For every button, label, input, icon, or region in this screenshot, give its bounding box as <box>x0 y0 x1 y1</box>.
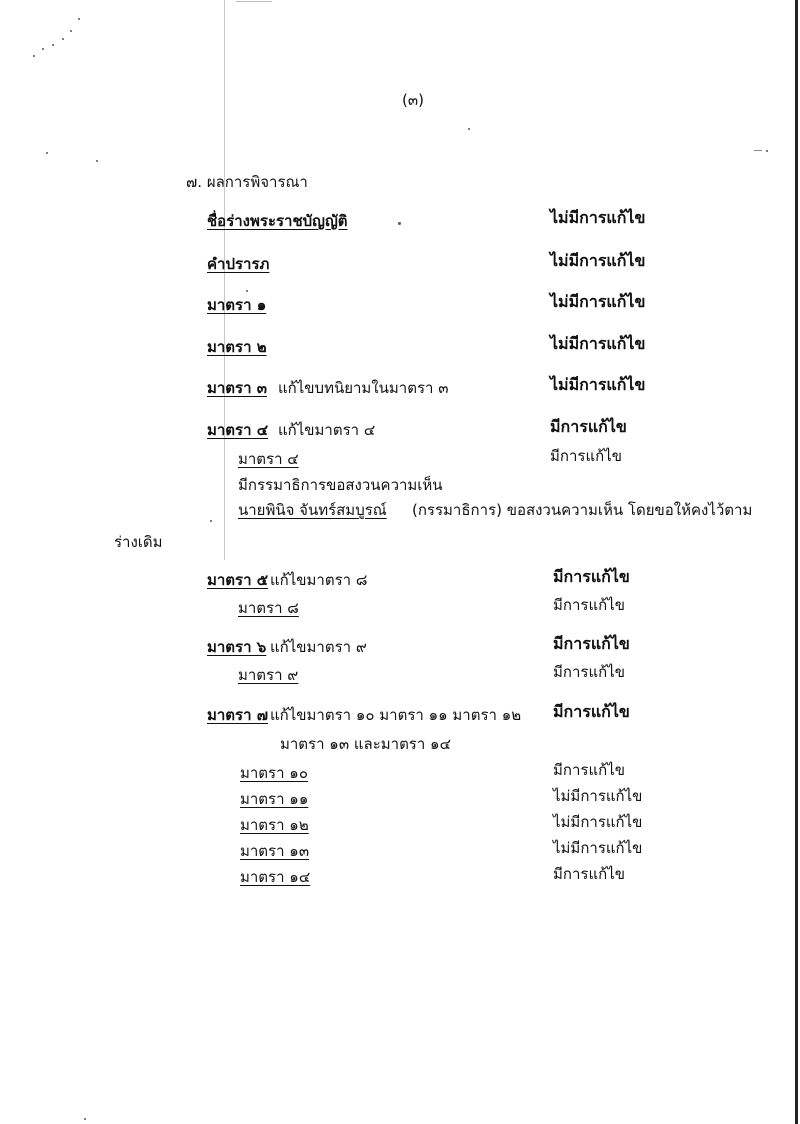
row-status-preamble: ไม่มีการแก้ไข <box>550 251 646 270</box>
scan-speck <box>42 48 44 50</box>
sub-label-13: มาตรา ๑๓ <box>240 842 310 860</box>
scan-fold-line <box>224 0 225 560</box>
sub-status-13: ไม่มีการแก้ไข <box>553 839 643 857</box>
scan-speck <box>766 150 768 152</box>
scan-speck <box>70 30 72 32</box>
row-label-section-6: มาตรา ๖ <box>207 638 267 656</box>
row-desc-section-5: แก้ไขมาตรา ๘ <box>270 571 368 589</box>
scan-speck <box>62 38 64 40</box>
scan-speck <box>246 290 248 292</box>
row-status-section-3: ไม่มีการแก้ไข <box>550 375 646 394</box>
sub-label-10: มาตรา ๑๐ <box>240 764 308 782</box>
section-heading: ๗. ผลการพิจารณา <box>186 173 308 191</box>
committee-member-note-cont: ร่างเดิม <box>114 533 163 551</box>
row-label-section-3: มาตรา ๓ <box>207 379 268 397</box>
row-desc-section-3: แก้ไขบทนิยามในมาตรา ๓ <box>278 379 449 397</box>
scan-speck <box>46 152 48 154</box>
row-label-section-1: มาตรา ๑ <box>207 296 267 314</box>
sub-label-8: มาตรา ๘ <box>238 599 299 617</box>
scan-speck <box>78 18 80 20</box>
row-status-bill-title: ไม่มีการแก้ไข <box>550 208 646 227</box>
sub-status-9: มีการแก้ไข <box>553 663 625 681</box>
scan-speck <box>210 520 212 522</box>
scan-mark <box>754 150 762 151</box>
committee-member-note: (กรรมาธิการ) ขอสงวนความเห็น โดยขอให้คงไว้ตาม <box>412 501 753 519</box>
scan-speck <box>52 44 54 46</box>
row-label-section-4: มาตรา ๔ <box>207 421 269 439</box>
row-desc-section-6: แก้ไขมาตรา ๙ <box>270 638 367 656</box>
reservation-title: มีกรรมาธิการขอสงวนความเห็น <box>238 476 443 494</box>
row-label-preamble: คำปรารภ <box>207 255 270 273</box>
row-status-section-4: มีการแก้ไข <box>550 417 627 436</box>
row-status-section-2: ไม่มีการแก้ไข <box>550 334 646 353</box>
row-label-section-5: มาตรา ๕ <box>207 571 269 589</box>
page-number: (๓) <box>402 91 424 109</box>
sub-status-14: มีการแก้ไข <box>553 865 625 883</box>
row-desc-section-7: แก้ไขมาตรา ๑๐ มาตรา ๑๑ มาตรา ๑๒ <box>270 706 522 724</box>
scan-speck <box>84 1118 86 1120</box>
row-label-section-2: มาตรา ๒ <box>207 338 267 356</box>
row-desc-section-4: แก้ไขมาตรา ๔ <box>278 421 376 439</box>
scan-mark <box>236 1 272 2</box>
scan-speck <box>398 222 401 225</box>
scan-speck <box>96 160 98 162</box>
row-label-section-7: มาตรา ๗ <box>207 706 269 724</box>
sub-label-12: มาตรา ๑๒ <box>240 816 309 834</box>
row-status-section-6: มีการแก้ไข <box>553 634 630 653</box>
sub-label-11: มาตรา ๑๑ <box>240 790 309 808</box>
sub-status-4: มีการแก้ไข <box>550 447 622 465</box>
row-status-section-5: มีการแก้ไข <box>553 567 630 586</box>
row-label-bill-title: ชื่อร่างพระราชบัญญัติ <box>207 212 348 230</box>
row-status-section-1: ไม่มีการแก้ไข <box>550 292 646 311</box>
scan-speck <box>33 55 35 57</box>
scan-speck <box>468 128 470 130</box>
sub-status-12: ไม่มีการแก้ไข <box>553 813 643 831</box>
row-desc-section-7-cont: มาตรา ๑๓ และมาตรา ๑๔ <box>280 735 451 753</box>
sub-status-11: ไม่มีการแก้ไข <box>553 787 643 805</box>
scan-edge <box>795 0 798 1124</box>
sub-label-9: มาตรา ๙ <box>238 666 299 684</box>
sub-label-4: มาตรา ๔ <box>238 450 299 468</box>
sub-status-8: มีการแก้ไข <box>553 596 625 614</box>
sub-status-10: มีการแก้ไข <box>553 761 625 779</box>
sub-label-14: มาตรา ๑๔ <box>240 868 311 886</box>
committee-member-name: นายพินิจ จันทร์สมบูรณ์ <box>238 501 387 519</box>
row-status-section-7: มีการแก้ไข <box>553 702 630 721</box>
